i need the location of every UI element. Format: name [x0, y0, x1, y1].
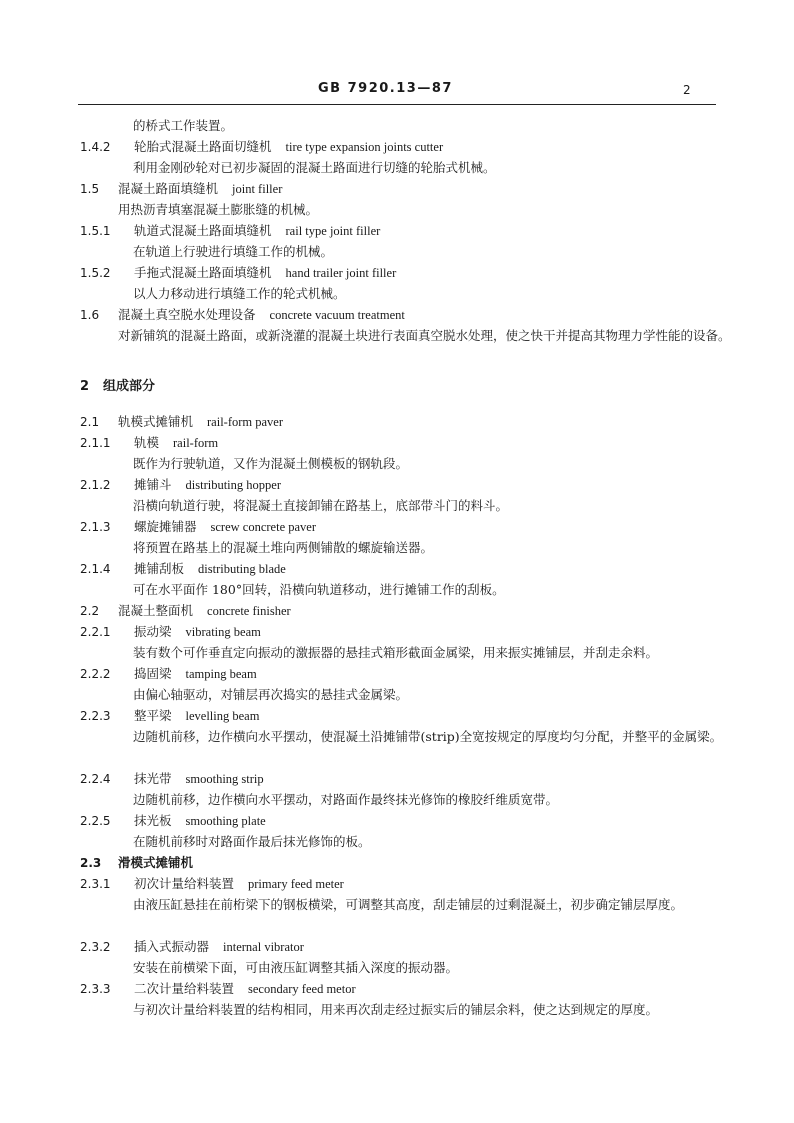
term-en: smoothing strip [185, 772, 264, 786]
term-en: internal vibrator [223, 940, 304, 954]
term-zh: 抹光板 [134, 813, 172, 828]
term-2-2-3 [80, 706, 259, 726]
term-en: rail-form [173, 436, 219, 450]
page-number: 2 [683, 83, 691, 97]
term-en: rail-form paver [207, 415, 284, 429]
term-number: 2.3 [80, 856, 102, 870]
term-definition: 既作为行驶轨道，又作为混凝土侧模板的钢轨段。 [133, 456, 409, 471]
term-en: screw concrete paver [210, 520, 317, 534]
term-1-5 [80, 179, 282, 199]
term-en: tamping beam [185, 667, 257, 681]
term-2-1-2 [80, 475, 281, 495]
term-2-2-1 [80, 622, 261, 642]
term-number: 1.5.1 [80, 224, 111, 238]
term-2-1 [80, 412, 283, 432]
term-en: levelling beam [185, 709, 260, 723]
section-number: 2 [80, 379, 90, 394]
term-zh: 整平梁 [134, 708, 172, 723]
term-1-4-2 [80, 137, 443, 157]
term-number: 2.1.1 [80, 436, 111, 450]
term-definition: 沿横向轨道行驶，将混凝土直接卸铺在路基上，底部带斗门的料斗。 [133, 498, 509, 513]
term-2-1-4 [80, 559, 286, 579]
term-en: concrete vacuum treatment [269, 308, 405, 322]
term-en: hand trailer joint filler [285, 266, 397, 280]
term-zh: 螺旋摊铺器 [134, 519, 197, 534]
term-definition: 可在水平面作 180°回转，沿横向轨道移动，进行摊铺工作的刮板。 [133, 582, 505, 597]
term-zh: 振动梁 [134, 624, 172, 639]
term-2-2-2 [80, 664, 257, 684]
term-zh: 轮胎式混凝土路面切缝机 [134, 139, 272, 154]
term-2-1-3 [80, 517, 316, 537]
term-definition: 将预置在路基上的混凝土堆向两侧铺散的螺旋输送器。 [133, 540, 434, 555]
standard-number: GB 7920.13—87 [318, 81, 453, 96]
term-number: 2.1.4 [80, 562, 111, 576]
term-zh: 插入式振动器 [134, 939, 210, 954]
term-number: 1.5.2 [80, 266, 111, 280]
term-zh: 摊铺斗 [134, 477, 172, 492]
term-2-1-1 [80, 433, 218, 453]
term-definition: 安装在前横梁下面，可由液压缸调整其插入深度的振动器。 [133, 960, 459, 975]
term-en: joint filler [232, 182, 283, 196]
term-number: 2.3.3 [80, 982, 111, 996]
section-title: 组成部分 [103, 379, 156, 394]
term-zh: 抹光带 [134, 771, 172, 786]
term-number: 1.4.2 [80, 140, 111, 154]
term-en: vibrating beam [185, 625, 261, 639]
term-2-3-3 [80, 979, 356, 999]
term-number: 2.3.2 [80, 940, 111, 954]
term-number: 2.1.3 [80, 520, 111, 534]
term-1-5-1 [80, 221, 380, 241]
term-definition: 与初次计量给料装置的结构相同，用来再次刮走经过振实后的铺层余料，使之达到规定的厚度。 [133, 1002, 659, 1017]
term-zh: 滑模式摊铺机 [118, 855, 194, 870]
term-zh: 手拖式混凝土路面填缝机 [134, 265, 272, 280]
section-heading [80, 375, 155, 394]
term-2-3-1 [80, 874, 344, 894]
term-number: 2.1 [80, 415, 100, 429]
term-en: distributing blade [198, 562, 286, 576]
term-2-3 [80, 853, 193, 873]
term-2-2 [80, 601, 291, 621]
term-definition: 用热沥青填塞混凝土膨胀缝的机械。 [118, 202, 319, 217]
term-en: smoothing plate [185, 814, 266, 828]
term-1-6 [80, 305, 405, 325]
term-number: 1.5 [80, 182, 100, 196]
term-zh: 二次计量给料装置 [134, 981, 235, 996]
term-number: 2.1.2 [80, 478, 111, 492]
term-number: 2.3.1 [80, 877, 111, 891]
term-2-2-5 [80, 811, 266, 831]
header-rule [78, 104, 716, 105]
term-en: secondary feed metor [248, 982, 356, 996]
term-definition: 在随机前移时对路面作最后抹光修饰的板。 [133, 834, 371, 849]
term-number: 2.2.2 [80, 667, 111, 681]
term-number: 2.2.5 [80, 814, 111, 828]
term-definition: 边随机前移，边作横向水平摆动，对路面作最终抹光修饰的橡胶纤维质宽带。 [133, 792, 559, 807]
term-zh: 混凝土路面填缝机 [118, 181, 219, 196]
term-definition: 在轨道上行驶进行填缝工作的机械。 [133, 244, 334, 259]
term-en: tire type expansion joints cutter [285, 140, 444, 154]
term-definition: 利用金刚砂轮对已初步凝固的混凝土路面进行切缝的轮胎式机械。 [133, 160, 496, 175]
term-zh: 初次计量给料装置 [134, 876, 235, 891]
term-definition: 边随机前移，边作横向水平摆动，使混凝土沿摊铺带(strip)全宽按规定的厚度均匀分配，并整平的金属梁。 [133, 729, 723, 744]
term-zh: 摊铺刮板 [134, 561, 185, 576]
term-zh: 轨道式混凝土路面填缝机 [134, 223, 272, 238]
term-definition: 以人力移动进行填缝工作的轮式机械。 [133, 286, 346, 301]
term-2-3-2 [80, 937, 304, 957]
term-zh: 混凝土整面机 [118, 603, 194, 618]
term-zh: 轨模 [134, 435, 160, 450]
term-1-5-2 [80, 263, 396, 283]
term-number: 2.2.4 [80, 772, 111, 786]
term-number: 2.2.3 [80, 709, 111, 723]
term-definition: 由液压缸悬挂在前桁梁下的钢板横梁，可调整其高度，刮走铺层的过剩混凝土，初步确定铺层厚度。 [133, 897, 684, 912]
term-en: primary feed meter [248, 877, 344, 891]
term-number: 2.2 [80, 604, 100, 618]
term-zh: 捣固梁 [134, 666, 172, 681]
term-number: 2.2.1 [80, 625, 111, 639]
page-header [0, 78, 794, 106]
term-zh: 混凝土真空脱水处理设备 [118, 307, 256, 322]
term-en: concrete finisher [207, 604, 291, 618]
term-zh: 轨模式摊铺机 [118, 414, 194, 429]
term-definition: 由偏心轴驱动，对铺层再次捣实的悬挂式金属梁。 [133, 687, 409, 702]
continuation-text: 的桥式工作装置。 [133, 118, 234, 133]
term-number: 1.6 [80, 308, 100, 322]
term-2-2-4 [80, 769, 264, 789]
term-definition: 对新铺筑的混凝土路面，或新浇灌的混凝土块进行表面真空脱水处理，使之快干并提高其物理力学性能的设备。 [118, 328, 731, 343]
term-definition: 装有数个可作垂直定向振动的激振器的悬挂式箱形截面金属梁，用来振实摊铺层，并刮走余料。 [133, 645, 659, 660]
term-en: distributing hopper [185, 478, 281, 492]
term-en: rail type joint filler [285, 224, 381, 238]
